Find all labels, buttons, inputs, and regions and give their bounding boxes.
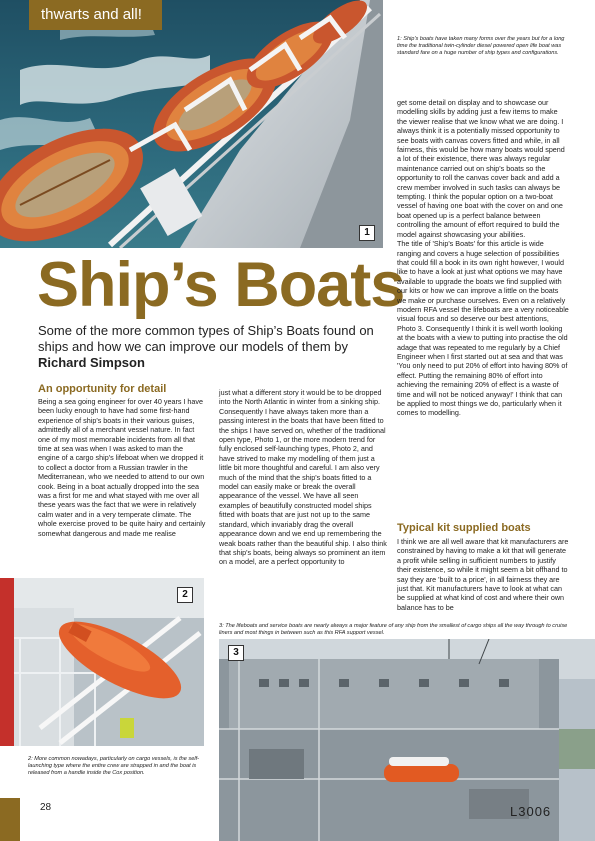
heading-typical-kit: Typical kit supplied boats xyxy=(397,522,531,534)
author-name: Richard Simpson xyxy=(38,355,145,370)
subtitle xyxy=(38,323,383,371)
caption-photo-2: 2: More common nowadays, particularly on cargo vessels, is the self-launching type where the entire crew are strapped in and the boat is released from a handle inside the Cox position. xyxy=(28,756,199,777)
photo-1-lifeboats xyxy=(0,0,383,248)
body-column-1: Being a sea going engineer for over 40 years I have been lucky enough to have had some first-hand experience of ship's boats in their various guises, admittedly all of a merchant vessel nature. In fact one of my most memorable incidents from all that time at sea was when I was asked to man the engine of a cargo ship's lifeboat when we dropped it to collect a doctor from a Russian trawler in the Mediterranean, who we needed to attend to our own cook. Being in a boat actually dropped into the sea was a first for me and what stayed with me over all these years was the fact that we were in relatively calm water and in a very temperate climate. The whole exercise proved to be quite hairy and certainly somewhat dangerous and made me realise xyxy=(38,397,206,538)
page-title: Ship’s Boats xyxy=(37,250,405,320)
caption-photo-3: 3: The lifeboats and service boats are nearly always a major feature of any ship from the smallest of cargo ships all the way through to cruise liners and most things in between such as this RFA support vessel. xyxy=(219,623,568,637)
photo-2-image xyxy=(0,578,204,746)
photo-2-freefall-lifeboat xyxy=(0,578,204,746)
photo-3-number: 3 xyxy=(228,645,244,661)
caption-photo-1: 1: Ship's boats have taken many forms over the years but for a long time the traditional twin-cylinder diesel powered open life boat was standard fare on a huge number of ship types and configurations. xyxy=(397,36,565,57)
body-column-2: just what a different story it would be to be dropped into the North Atlantic in winter from a sinking ship. Consequently I have always taken more than a passing interest in the boats that have been fitted to the ships I have served on, whether of the traditional open type, Photo 1, or the more modern trend for fully enclosed self-launching types, Photo 2, and have strived to make my modelling of them just a little bit more thoughtful and careful. I am also very much of the mind that the ship's boats fitted to a model can easily make or break the overall appearance of the vessel. We have all seen examples of beautifully constructed model ships fitted with boats that are just not up to the same standard, which invariably drag the overall appearance down and we end up remembering the weak boats rather than the beautiful ship. I also think that ship's boats, being always so prominent an item on a model, are a perfect opportunity to xyxy=(219,388,387,567)
photo-1-image xyxy=(0,0,383,248)
body-column-3-top: get some detail on display and to showcase our modelling skills by adding just a few items to make the viewer realise that we know what we are doing. I always think it is a potentially missed opportunity to see boats with canvas covers fitted and while, in all fairness, this would be how many boats would spend a lot of their existence, there was always regular maintenance carried out on ship's boats so the opportunity to roll the canvas cover back and add a crew member involved in such tasks can always be tempting. I think the popular option on a two-boat vessel of having one boat with the cover on and one boat opened up is a perfect balance between controlling the amount of effort required to build the model against showcasing your abilities. The title of 'Ship's Boats' for this article is wide ranging and covers a huge selection of possibilities that could fill a book in its own right however, I would like to have a look at just what options we may have available to upgrade the boats we find supplied with our kits or how we can improve a little on the boats we make or purchase ourselves. Even on a relatively modern RFA vessel the lifeboats are a very noticeable visual focus and so deserve our best attentions, Photo 3. Consequently I think it is well worth looking at the boats with a view to putting into practise the old adage that was repeated to me regularly by a Chief Engineer when I first started out at sea and that was 'You only need to put 20% of effort into having 80% of effect. Putting the remaining 80% of effort into achieving the remaining 20% of effect is a waste of time and will not be noticed anyway!' I think that can be applied to most things we do, particularly when it comes to modelling. xyxy=(397,98,569,418)
heading-opportunity: An opportunity for detail xyxy=(38,383,167,395)
hull-number-label: L3006 xyxy=(510,804,552,819)
photo-3-rfa-vessel xyxy=(219,639,595,841)
folio-bar xyxy=(0,798,20,841)
photo-2-number: 2 xyxy=(177,587,193,603)
subtitle-text: Some of the more common types of Ship’s Boats found on ships and how we can improve our models of them by xyxy=(38,323,374,354)
page-number: 28 xyxy=(40,802,52,813)
photo-1-number: 1 xyxy=(359,225,375,241)
section-tag: thwarts and all! xyxy=(29,0,162,30)
body-column-3-bottom: I think we are all well aware that kit manufacturers are constrained by having to make a kit that will generate a profit while selling in sufficient numbers to justify their existence, so while it might seem a bit offhand to say they are 'built to a price', in all fairness they are just that. Kit manufacturers have to look at what can be supplied at what kind of cost and where their own balance has to be xyxy=(397,537,569,612)
